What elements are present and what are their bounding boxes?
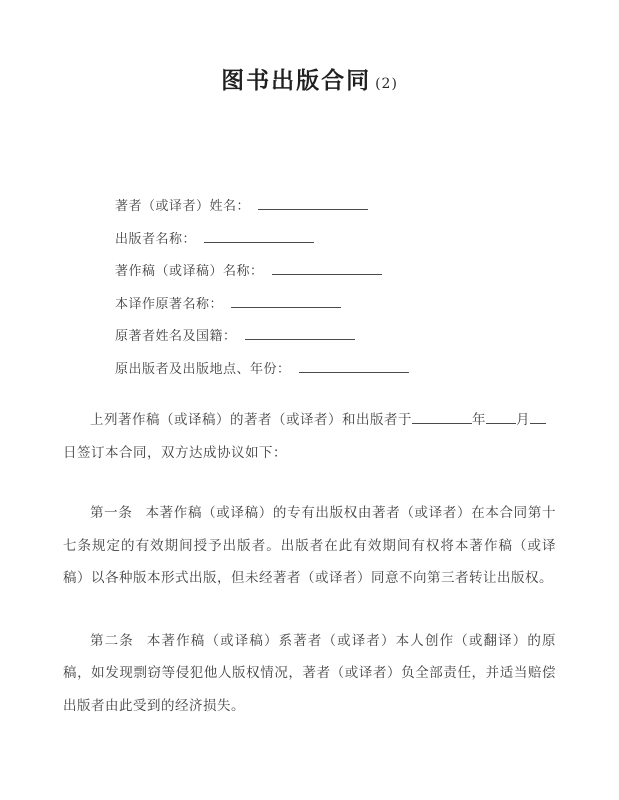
- form-fields-block: [115, 191, 556, 386]
- fill-in-blank: [299, 359, 409, 373]
- title-text: 图书出版合同: [221, 67, 372, 94]
- form-label: 原出版者及出版地点、年份：: [115, 361, 291, 377]
- form-label: 出版者名称：: [115, 231, 197, 247]
- form-row-publisher-name: [115, 224, 556, 257]
- fill-in-blank: [258, 196, 368, 210]
- intro-line-continuation: 日签订本合同，双方达成协议如下：: [63, 444, 287, 461]
- article-1-heading: 第一条: [90, 505, 133, 521]
- form-row-original-work-title: [115, 289, 556, 322]
- intro-lead-text: 上列著作稿（或译稿）的著者（或译者）和出版者于: [90, 412, 412, 428]
- form-label: 著作稿（或译稿）名称：: [115, 264, 264, 279]
- title-suffix: (2): [375, 76, 398, 92]
- document-title: [63, 64, 556, 101]
- year-label: 年: [472, 412, 486, 428]
- intro-paragraph: [63, 404, 556, 469]
- fill-in-blank: [272, 261, 382, 275]
- form-label: 原著者姓名及国籍：: [115, 329, 237, 344]
- form-row-author-name: [115, 191, 556, 224]
- form-label: 著者（或译者）姓名：: [115, 199, 251, 214]
- month-blank: [486, 410, 516, 424]
- article-1: [63, 497, 556, 595]
- month-label: 月: [516, 412, 530, 428]
- day-blank: [530, 410, 546, 424]
- form-row-manuscript-title: [115, 256, 556, 289]
- form-label: 本译作原著名称：: [115, 296, 224, 312]
- fill-in-blank: [245, 326, 355, 340]
- fill-in-blank: [204, 229, 314, 243]
- article-2: [63, 625, 556, 723]
- form-row-original-author: [115, 321, 556, 354]
- article-1-body: 本著作稿（或译稿）的专有出版权由著者（或译者）在本合同第十七条规定的有效期间授予出版者。出版者在此有效期间有权将本著作稿（或译稿）以各种版本形式出版，但未经著者（或译者）同意不向第三者转让出版权。: [63, 505, 556, 586]
- fill-in-blank: [231, 294, 341, 308]
- year-blank: [412, 410, 472, 424]
- article-2-body: 本著作稿（或译稿）系著者（或译者）本人创作（或翻译）的原稿，如发现剽窃等侵犯他人版权情况，著者（或译者）负全部责任，并适当赔偿出版者由此受到的经济损失。: [63, 632, 557, 714]
- article-2-heading: 第二条: [90, 632, 134, 649]
- form-row-original-publisher: [115, 354, 556, 387]
- intro-line-date: [63, 404, 556, 437]
